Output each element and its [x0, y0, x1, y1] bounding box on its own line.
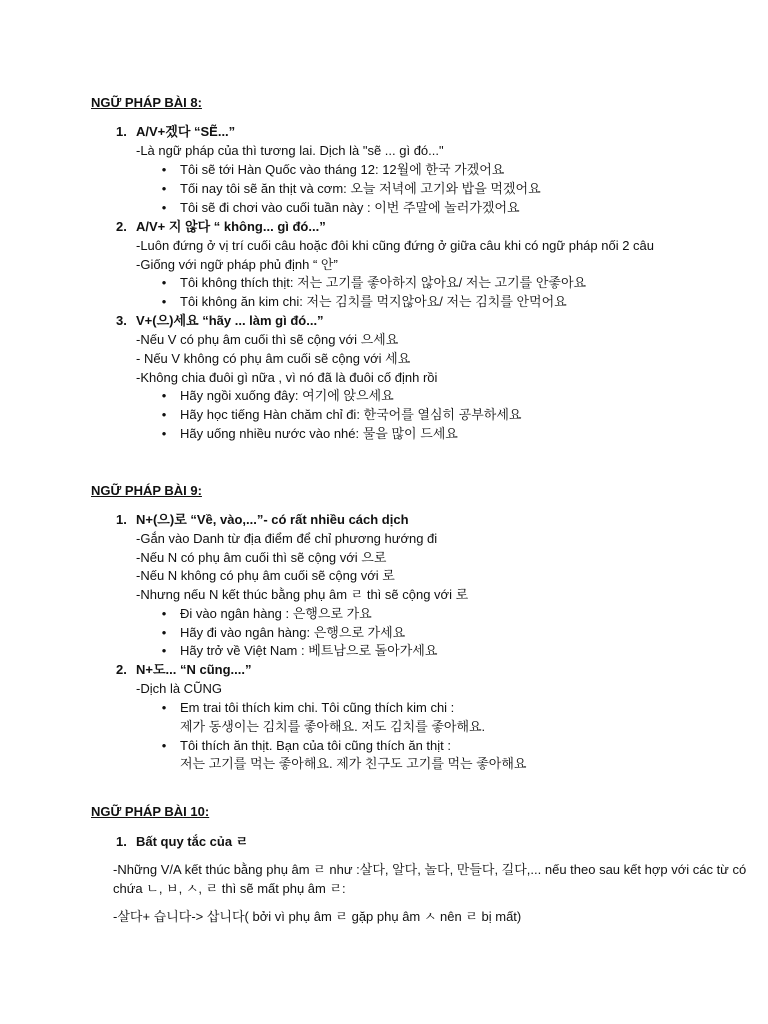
- bullet-icon: •: [161, 388, 167, 403]
- bullet-icon: •: [161, 162, 167, 177]
- s9-item2-example: Em trai tôi thích kim chi. Tôi cũng thích kim chi :: [180, 700, 455, 715]
- s8-item3-example: Hãy ngồi xuống đây: 여기에 앉으세요: [180, 388, 394, 403]
- s8-item1-number: 1.: [116, 124, 127, 139]
- s10-item1-number: 1.: [116, 834, 127, 849]
- s9-item2-example-korean: 제가 동생이는 김치를 좋아해요. 저도 김치를 좋아해요.: [180, 719, 486, 734]
- s8-item1-example: Tôi sẽ tới Hàn Quốc vào tháng 12: 12월에 한국 가겠어요: [180, 162, 505, 177]
- s9-item1-example: Đi vào ngân hàng : 은행으로 가요: [180, 606, 372, 621]
- bullet-icon: •: [161, 200, 167, 215]
- s8-item2-example: Tôi không thích thịt: 저는 고기를 좋아하지 않아요/ 저는 고기를 안좋아요: [180, 275, 587, 290]
- s9-item2-desc: -Dịch là CŨNG: [136, 681, 222, 696]
- bullet-icon: •: [161, 407, 167, 422]
- s8-item2-example: Tôi không ăn kim chi: 저는 김치를 먹지않아요/ 저는 김치를 안먹어요: [180, 294, 567, 309]
- section-10-heading: NGỮ PHÁP BÀI 10:: [91, 804, 210, 819]
- s9-item1-desc: -Nếu N không có phụ âm cuối sẽ cộng với 로: [136, 568, 395, 583]
- s8-item3-desc: -Không chia đuôi gì nữa , vì nó đã là đuôi cố định rồi: [136, 370, 438, 385]
- s8-item2-desc: -Luôn đứng ở vị trí cuối câu hoặc đôi khi cũng đứng ở giữa câu khi có ngữ pháp nối 2 câu: [136, 238, 655, 253]
- s10-item1-title: Bất quy tắc của ㄹ: [136, 834, 249, 849]
- s8-item1-example: Tôi sẽ đi chơi vào cuối tuần này : 이번 주말에 놀러가겠어요: [180, 200, 520, 215]
- s9-item2-example: Tôi thích ăn thịt. Bạn của tôi cũng thích ăn thịt :: [180, 738, 451, 753]
- bullet-icon: •: [161, 181, 167, 196]
- bullet-icon: •: [161, 294, 167, 309]
- s9-item2-number: 2.: [116, 662, 127, 677]
- s8-item3-desc: -Nếu V có phụ âm cuối thì sẽ cộng với 으세요: [136, 332, 399, 347]
- section-8-heading: NGỮ PHÁP BÀI 8:: [91, 95, 202, 110]
- s8-item3-example: Hãy học tiếng Hàn chăm chỉ đi: 한국어를 열심히 공부하세요: [180, 407, 522, 422]
- bullet-icon: •: [161, 606, 167, 621]
- bullet-icon: •: [161, 738, 167, 753]
- s8-item1-example: Tối nay tôi sẽ ăn thịt và cơm: 오늘 저녁에 고기와 밥을 먹겠어요: [180, 181, 541, 196]
- s9-item2-example-korean: 저는 고기를 먹는 좋아해요. 제가 친구도 고기를 먹는 좋아해요: [180, 756, 527, 771]
- s8-item1-desc: -Là ngữ pháp của thì tương lai. Dịch là "sẽ ... gì đó...": [136, 143, 444, 158]
- s8-item2-title: A/V+ 지 않다 “ không... gì đó...”: [136, 219, 326, 234]
- s10-paragraph: -살다+ 습니다-> 삽니다( bởi vì phụ âm ㄹ gặp phụ âm ㅅ nên ㄹ bị mất): [113, 909, 522, 924]
- s9-item1-desc: -Nhưng nếu N kết thúc bằng phụ âm ㄹ thì sẽ cộng với 로: [136, 587, 469, 602]
- bullet-icon: •: [161, 643, 167, 658]
- s9-item1-desc: -Gắn vào Danh từ địa điểm để chỉ phương hướng đi: [136, 531, 438, 546]
- section-9-heading: NGỮ PHÁP BÀI 9:: [91, 483, 202, 498]
- s8-item3-number: 3.: [116, 313, 127, 328]
- s9-item1-number: 1.: [116, 512, 127, 527]
- s8-item3-desc: - Nếu V không có phụ âm cuối sẽ cộng với 세요: [136, 351, 411, 366]
- s9-item1-desc: -Nếu N có phụ âm cuối thì sẽ cộng với 으로: [136, 550, 387, 565]
- s10-paragraph: chứa ㄴ, ㅂ, ㅅ, ㄹ thì sẽ mất phụ âm ㄹ:: [113, 881, 346, 896]
- s9-item1-title: N+(으)로 “Về, vào,...”- có rất nhiều cách dịch: [136, 512, 409, 527]
- s8-item3-example: Hãy uống nhiều nước vào nhé: 물을 많이 드세요: [180, 426, 458, 441]
- s9-item1-example: Hãy trở về Việt Nam : 베트남으로 돌아가세요: [180, 643, 438, 658]
- s8-item1-title: A/V+겠다 “SẼ...”: [136, 124, 236, 139]
- s10-paragraph: -Những V/A kết thúc bằng phụ âm ㄹ như :살다, 알다, 놀다, 만들다, 길다,... nếu theo sau kết hợp với các từ có: [113, 862, 747, 877]
- s9-item1-example: Hãy đi vào ngân hàng: 은행으로 가세요: [180, 625, 406, 640]
- s8-item2-desc: -Giống với ngữ pháp phủ định “ 안”: [136, 257, 338, 272]
- s9-item2-title: N+도... “N cũng....”: [136, 662, 252, 677]
- bullet-icon: •: [161, 625, 167, 640]
- s8-item3-title: V+(으)세요 “hãy ... làm gì đó...”: [136, 313, 324, 328]
- s8-item2-number: 2.: [116, 219, 127, 234]
- bullet-icon: •: [161, 275, 167, 290]
- bullet-icon: •: [161, 426, 167, 441]
- bullet-icon: •: [161, 700, 167, 715]
